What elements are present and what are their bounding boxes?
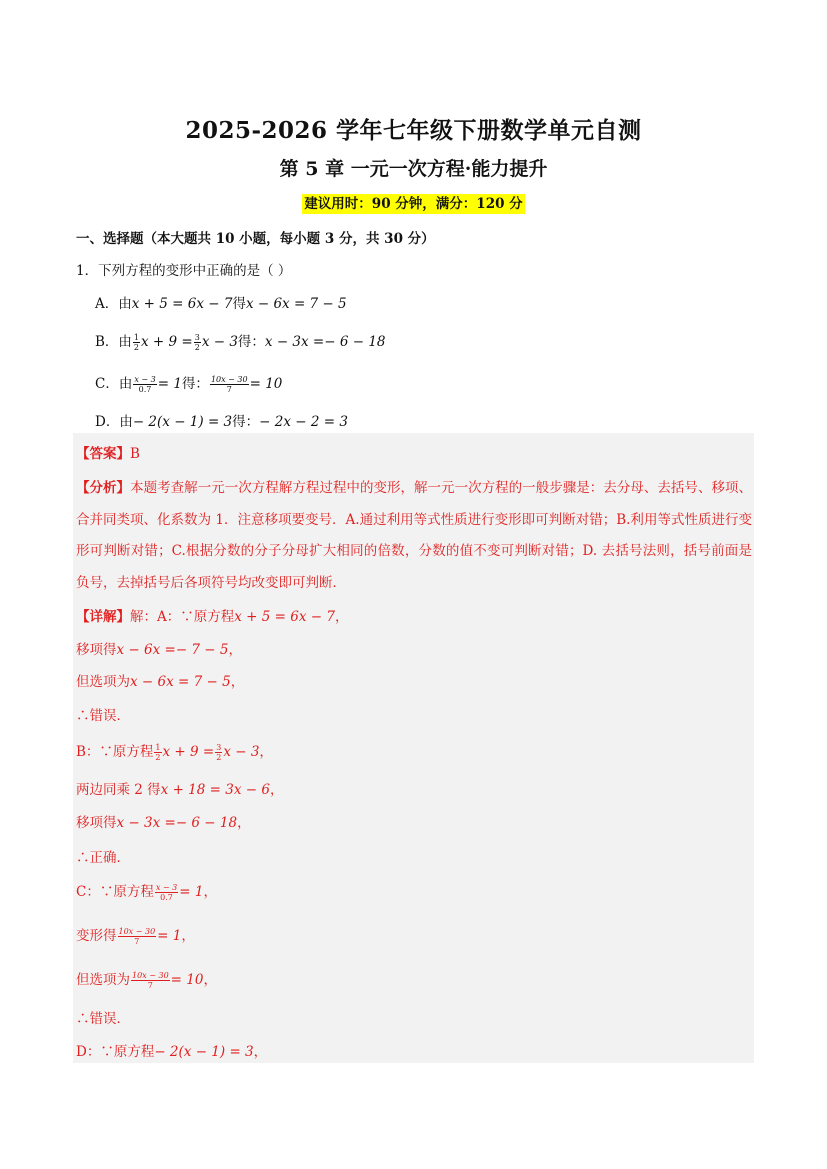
solution-text: ∴错误． [76,1011,130,1027]
section-heading: 一、选择题（本大题共 10 小题，每小题 3 分，共 30 分） [76,231,435,247]
option-c [95,372,282,394]
math-expr: x − 6x = 7 − 5 [245,296,347,312]
math-expr: x + 5 = 6x − 7 [234,609,335,625]
fraction-denominator: 2 [133,343,140,352]
answer-line [76,442,140,462]
option-text: 得： [232,414,260,430]
solution-line [76,811,251,831]
solution-text: ， [253,1044,268,1060]
math-expr: − 2(x − 1) = 3 [132,414,233,430]
page-subtitle: 第 5 章 一元一次方程·能力提升 [279,158,548,180]
fraction-denominator: 0.7 [138,385,152,394]
option-label: A．由 [95,296,132,312]
option-d [95,410,348,430]
solution-line [76,638,242,658]
solution-line [76,778,283,798]
math-expr: x + 9 = [162,744,215,760]
math-expr: = 10 [170,972,204,988]
fraction-numerator: 3 [194,333,200,342]
solution-text: ∴正确． [76,850,130,866]
solution-text: 移项得 [76,642,117,658]
solution-text: 解：A：∵原方程 [130,609,235,625]
fraction-denominator: 7 [134,937,140,946]
fraction-denominator: 2 [155,753,161,762]
analysis-paragraph [76,473,752,599]
fraction [133,333,140,352]
solution-line [76,1007,130,1027]
solution-text: ∴错误． [76,708,130,724]
solution-line [76,846,130,866]
fraction-numerator: 1 [155,743,161,752]
math-expr: − 2x − 2 = 3 [259,414,348,430]
option-a [95,292,347,312]
solution-text: 变形得 [76,928,117,944]
math-expr: = 1 [157,376,182,392]
fraction [131,971,170,990]
math-expr: = 1 [179,884,204,900]
solution-text: ， [203,884,217,900]
solution-line [76,924,195,946]
math-expr: x + 5 = 6x − 7 [131,296,233,312]
fraction-numerator: 10x − 30 [118,927,156,936]
math-expr: x + 18 = 3x − 6 [160,782,270,798]
option-text: 得： [181,376,209,392]
math-expr: x − 3 [201,334,238,350]
solution-text: ， [181,928,195,944]
solution-text: ， [203,972,217,988]
fraction [215,743,222,762]
fraction [210,375,249,394]
option-text: 得： [237,334,265,350]
fraction-numerator: 10x − 30 [132,971,169,980]
fraction-numerator: 1 [133,333,140,342]
page-title: 2025-2026 学年七年级下册数学单元自测 [185,117,642,144]
detail-line [76,605,348,625]
fraction [154,743,161,762]
fraction-numerator: 3 [216,743,222,752]
solution-text: ， [230,674,245,690]
math-expr: x − 3x =− 6 − 18 [116,815,238,831]
analysis-tag: 【分析】 [76,480,131,496]
fraction [194,333,201,352]
time-note: 建议用时：90 分钟，满分：120 分 [304,196,523,212]
math-expr: − 2(x − 1) = 3 [154,1044,254,1060]
math-expr: = 1 [157,928,182,944]
solution-text: 两边同乘 2 得 [76,782,161,798]
fraction-denominator: 7 [147,981,153,990]
solution-line [76,704,130,724]
math-expr: = 10 [249,376,283,392]
fraction [155,883,178,902]
fraction-denominator: 7 [226,385,232,394]
solution-text: ， [237,815,251,831]
question-stem: 1．下列方程的变形中正确的是（ ） [76,263,292,279]
solution-text: 移项得 [76,815,117,831]
option-b [95,330,386,352]
math-expr: x + 9 = [141,334,193,350]
solution-line [76,1040,267,1060]
solution-text: ， [269,782,284,798]
solution-text: ， [228,642,242,658]
solution-text: C：∵原方程 [76,884,154,900]
fraction-numerator: x − 3 [155,883,178,892]
fraction-denominator: 2 [216,753,222,762]
fraction-numerator: 10x − 30 [210,375,248,384]
answer-tag: 【答案】 [76,446,130,462]
fraction [133,375,156,394]
fraction-numerator: x − 3 [134,375,156,384]
fraction [118,927,157,946]
option-label: D．由 [95,414,133,430]
option-text: 得 [232,296,246,312]
fraction-denominator: 0.7 [160,893,173,902]
solution-line [76,880,217,902]
analysis-text: 本题考查解一元一次方程解方程过程中的变形，解一元一次方程的一般步骤是：去分母、去括号、移项、合并同类项、化系数为 1．注意移项要变号．A.通过利用等式性质进行变形即可判断对错；B.利用等式性质进行变形可判断对错；C.根据分数的分子分母扩大相同的倍数，分数的值不变可判断对错；D. 去括号法则，括号前面是负号，去掉括号后各项符号均改变即可判断． [76,480,753,591]
solution-text: B：∵原方程 [76,744,154,760]
solution-text: ， [259,744,273,760]
solution-text: 但选项为 [76,674,130,690]
solution-line [76,968,217,990]
time-note-container [0,193,827,214]
math-expr: x − 3 [223,744,260,760]
math-expr: x − 6x = 7 − 5 [130,674,231,690]
solution-line [76,740,273,762]
solution-text: 但选项为 [76,972,130,988]
solution-line [76,670,244,690]
solution-text: D：∵原方程 [76,1044,155,1060]
math-expr: x − 3x =− 6 − 18 [264,334,386,350]
option-label: C．由 [95,376,133,392]
answer-value: B [130,446,140,462]
solution-text: ， [334,609,349,625]
detail-tag: 【详解】 [76,609,130,625]
fraction-denominator: 2 [194,343,200,352]
option-label: B．由 [95,334,132,350]
math-expr: x − 6x =− 7 − 5 [116,642,229,658]
